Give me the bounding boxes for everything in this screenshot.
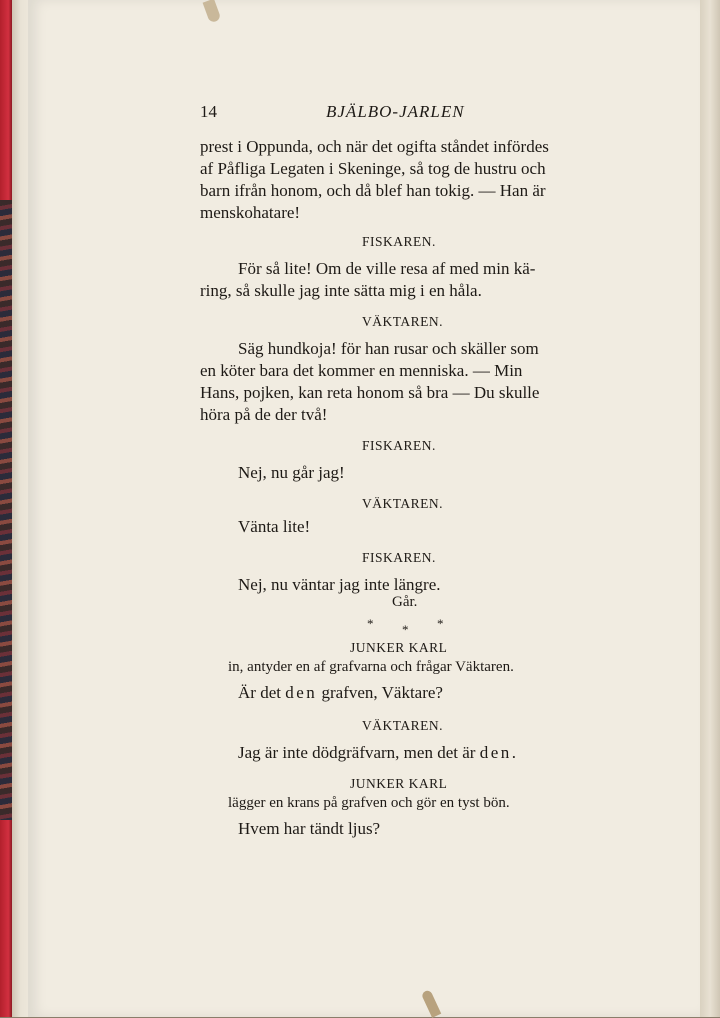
text-line: Är det den grafven, Väktare? xyxy=(238,683,443,702)
text-line: ring, så skulle jag inte sätta mig i en håla. xyxy=(200,281,482,300)
speaker-name: VÄKTAREN. xyxy=(362,496,444,511)
page-number: 14 xyxy=(200,102,217,121)
text-line: af Påfliga Legaten i Skeninge, så tog de hustru och xyxy=(200,159,546,178)
speaker-name: JUNKER KARL xyxy=(350,776,448,791)
asterisk: * xyxy=(402,622,409,637)
text-line: en köter bara det kommer en menniska. — Min xyxy=(200,361,523,380)
speaker-name: FISKAREN. xyxy=(362,438,436,453)
speaker-name: FISKAREN. xyxy=(362,550,436,565)
marbled-cover-edge xyxy=(0,200,12,820)
text-line: Jag är inte dödgräfvarn, men det är den. xyxy=(238,743,516,762)
text-line: menskohatare! xyxy=(200,203,301,222)
text-line: Hvem har tändt ljus? xyxy=(238,819,381,838)
text-line: barn ifrån honom, och då blef han tokig. — Han är xyxy=(200,181,546,200)
text-line: Nej, nu väntar jag inte längre. xyxy=(238,575,441,594)
asterisk: * xyxy=(367,616,374,631)
speaker-name: FISKAREN. xyxy=(362,234,436,249)
text-line: höra på de der två! xyxy=(200,405,328,424)
text-line: prest i Oppunda, och när det ogifta ståndet infördes xyxy=(200,137,549,156)
speaker-name: JUNKER KARL xyxy=(350,640,448,655)
stage-direction: in, antyder en af grafvarna och frågar Väktaren. xyxy=(228,659,514,675)
text-line: Vänta lite! xyxy=(238,517,311,536)
stage-direction: lägger en krans på grafven och gör en tyst bön. xyxy=(228,795,510,811)
text-line: Säg hundkoja! för han rusar och skäller som xyxy=(238,339,539,358)
text-line: Hans, pojken, kan reta honom så bra — Du skulle xyxy=(200,383,540,402)
speaker-name: VÄKTAREN. xyxy=(362,314,444,329)
stage-direction: Går. xyxy=(392,594,418,610)
page-fore-edge xyxy=(700,0,720,1017)
speaker-name: VÄKTAREN. xyxy=(362,718,444,733)
text-line: För så lite! Om de ville resa af med min kä- xyxy=(238,259,536,278)
asterisk: * xyxy=(437,616,444,631)
text-line: Nej, nu går jag! xyxy=(238,463,345,482)
running-title: BJÄLBO-JARLEN xyxy=(326,102,465,121)
